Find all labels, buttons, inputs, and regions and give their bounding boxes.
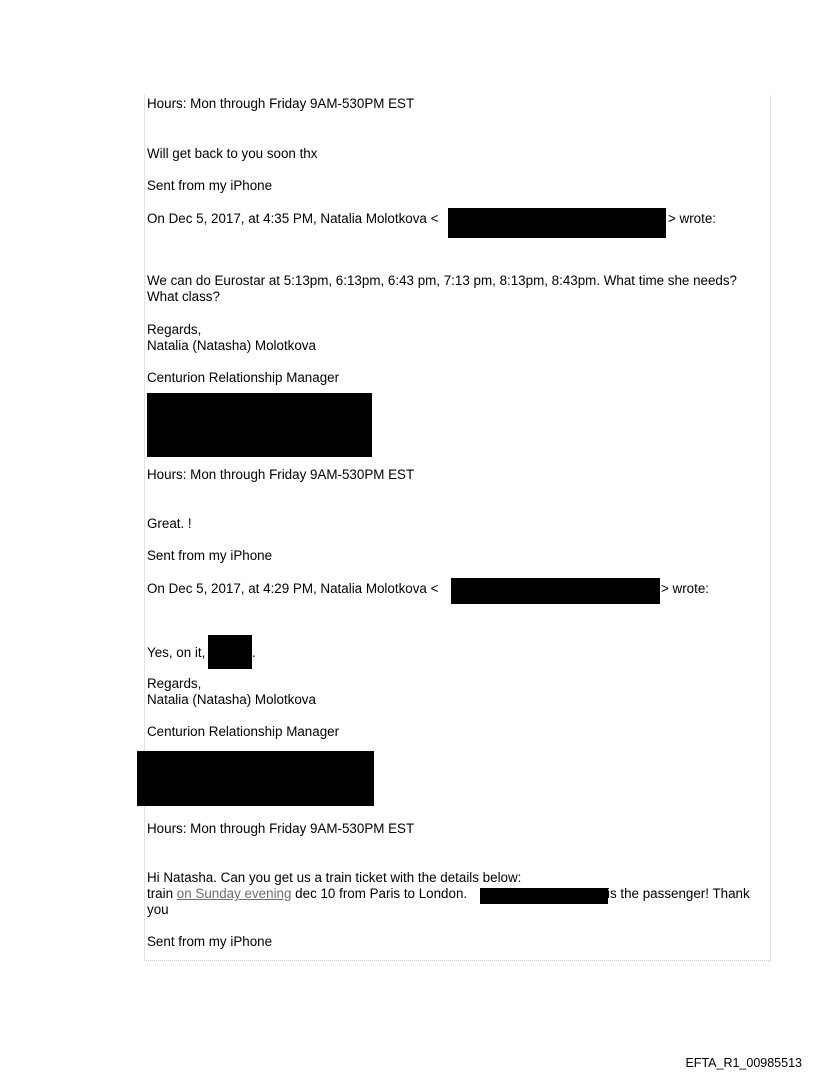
- redaction-box: [448, 208, 666, 238]
- quote-header: [147, 211, 438, 227]
- request-line: train on Sunday evening dec 10 from Paris to London.: [147, 886, 468, 901]
- regards-line: Regards,: [147, 322, 202, 337]
- sender-name: Natalia (Natasha) Molotkova: [147, 338, 316, 353]
- hours-line: Hours: Mon through Friday 9AM-530PM EST: [147, 467, 415, 482]
- quote-header: [147, 581, 438, 597]
- redaction-box: [208, 635, 252, 669]
- sender-title: Centurion Relationship Manager: [147, 724, 340, 739]
- reply-text: Great. !: [147, 516, 192, 531]
- redaction-box: [147, 393, 372, 457]
- reply-text: Will get back to you soon thx: [147, 146, 318, 161]
- on-it-text: Yes, on it,: [147, 645, 206, 660]
- request-line: Hi Natasha. Can you get us a train ticket with the details below:: [147, 870, 522, 885]
- regards-line: Regards,: [147, 676, 202, 691]
- date-link[interactable]: on Sunday evening: [176, 886, 292, 901]
- quote-header-prefix: On Dec 5, 2017, at 4:35 PM, Natalia Molotkova <: [147, 211, 439, 226]
- request-line-end: is the passenger! Thank: [607, 886, 750, 901]
- redaction-box: [137, 751, 374, 806]
- message-body: We can do Eurostar at 5:13pm, 6:13pm, 6:43 pm, 7:13 pm, 8:13pm, 8:43pm. What time she needs? What class?: [147, 273, 738, 304]
- signature-line: Sent from my iPhone: [147, 548, 273, 563]
- redaction-box: [451, 578, 660, 604]
- request-line: you: [147, 902, 169, 917]
- quote-header-prefix: On Dec 5, 2017, at 4:29 PM, Natalia Molotkova <: [147, 581, 439, 596]
- quote-header-suffix: > wrote:: [668, 211, 717, 226]
- on-it-period: .: [252, 645, 256, 660]
- sender-title: Centurion Relationship Manager: [147, 370, 340, 385]
- signature-line: Sent from my iPhone: [147, 178, 273, 193]
- sender-name: Natalia (Natasha) Molotkova: [147, 692, 316, 707]
- quote-header-suffix: > wrote:: [661, 581, 710, 596]
- signature-line: Sent from my iPhone: [147, 934, 273, 949]
- document-id: EFTA_R1_00985513: [685, 1056, 802, 1070]
- redaction-box: [480, 888, 608, 904]
- hours-line: Hours: Mon through Friday 9AM-530PM EST: [147, 821, 415, 836]
- hours-line: Hours: Mon through Friday 9AM-530PM EST: [147, 96, 415, 111]
